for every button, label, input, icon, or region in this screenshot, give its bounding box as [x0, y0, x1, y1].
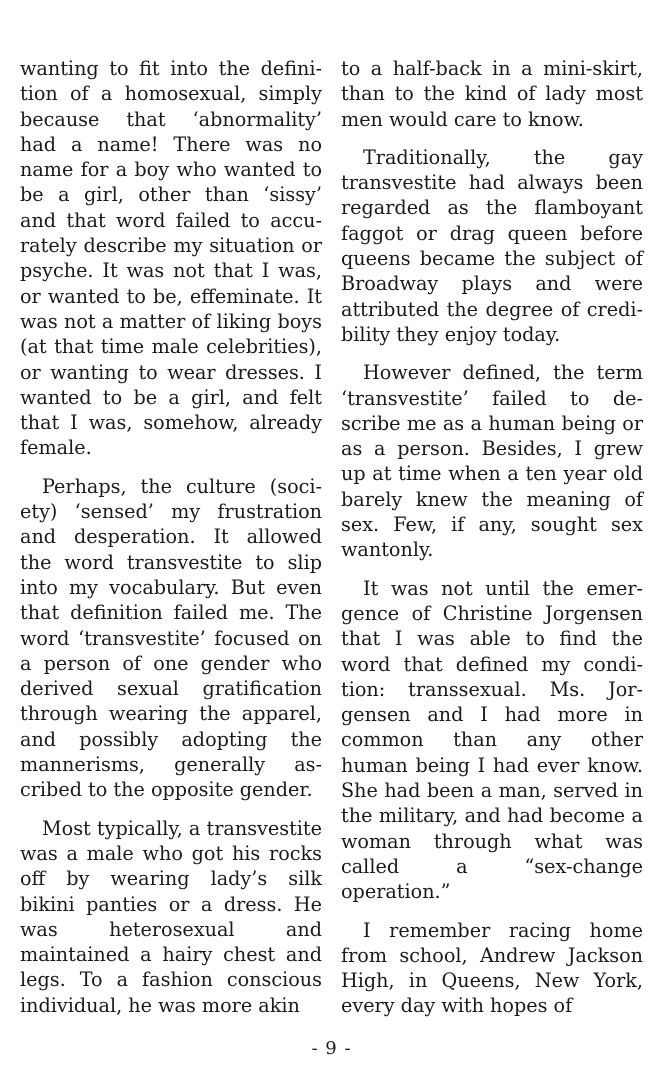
text-column-right: [341, 56, 643, 1032]
paragraph: Traditionally, the gay transvestite had always been regarded as the flamboyant faggot or drag queen before queens became the subject of Broadway plays and were attributed the degree of credibility they enjoy today.: [341, 145, 643, 346]
page-number: - 9 -: [311, 1038, 352, 1059]
text-column-left: [20, 56, 322, 1031]
paragraph: to a half-back in a mini-skirt, than to the kind of lady most men would care to know.: [341, 57, 643, 131]
paragraph: I remember racing home from school, Andrew Jackson High, in Queens, New York, every day with hopes of: [341, 918, 643, 1018]
paragraph: However defined, the term ‘transvestite’ failed to describe me as a human being or as a person. Besides, I grew up at time when a ten year old barely knew the meaning of sex. Few, if any, sought sex wantonly.: [341, 361, 643, 562]
paragraph: Most typically, a transvestite was a male who got his rocks off by wearing lady’s silk bikini panties or a dress. He was heterosexual and maintained a hairy chest and legs. To a fashion conscious individual, he was more akin: [20, 816, 322, 1017]
paragraph: Perhaps, the culture (society) ‘sensed’ my frustration and desperation. It allowed the word transvestite to slip into my vocabulary. But even that definition failed me. The word ‘transvestite’ focused on a person of one gender who derived sexual gratification through wearing the apparel, and possibly adopting the mannerisms, generally ascribed to the opposite gender.: [20, 474, 322, 802]
paragraph: wanting to fit into the definition of a homosexual, simply because that ‘abnormality’ had a name! There was no name for a boy who wanted to be a girl, other than ‘sissy’ and that word failed to accurately describe my situation or psyche. It was not that I was, or wanted to be, effeminate. It was not a matter of liking boys (at that time male celebrities), or wanting to wear dresses. I wanted to be a girl, and felt that I was, somehow, already female.: [20, 57, 322, 460]
paragraph: It was not until the emergence of Christine Jorgensen that I was able to find the word that defined my condition: transsexual. Ms. Jorgensen and I had more in common than any other human being I had ever know. She had been a man, served in the military, and had become a woman through what was called a “sex-change operation.”: [341, 576, 643, 904]
